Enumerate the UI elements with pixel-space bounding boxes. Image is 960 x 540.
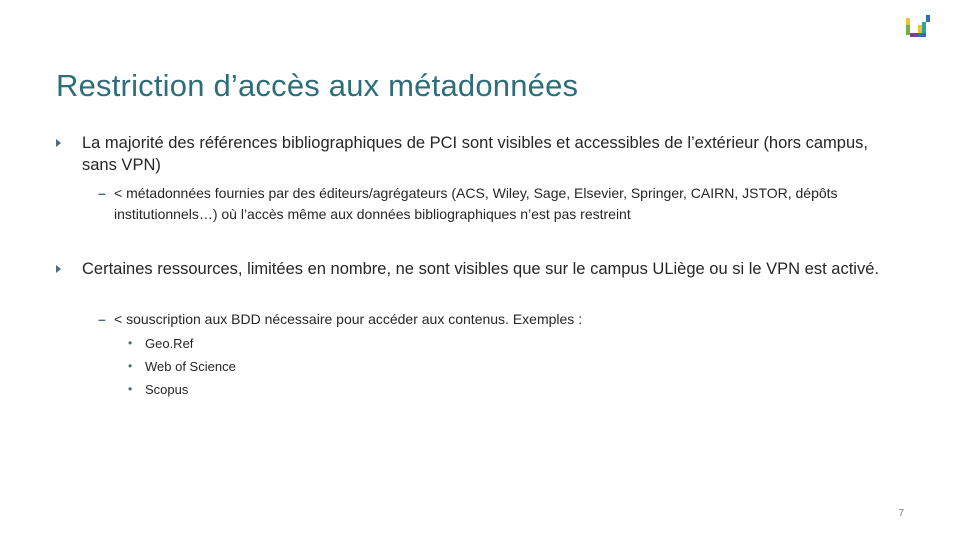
list-item [128, 335, 428, 355]
bullet-text: Certaines ressources, limitées en nombre, ne sont visibles que sur le campus ULiège ou si le VPN est activé. [82, 260, 879, 278]
triangle-bullet-icon [56, 265, 61, 273]
page-number: 7 [898, 508, 904, 519]
slide-title: Restriction d’accès aux métadonnées [56, 68, 579, 103]
dash-bullet: – [98, 311, 106, 327]
dot-bullet: • [128, 336, 133, 350]
list-item-text: Scopus [145, 382, 189, 397]
list-item-text: Geo.Ref [145, 336, 194, 351]
sub-bullet-text: < souscription aux BDD nécessaire pour accéder aux contenus. Exemples : [114, 311, 583, 327]
list-item-text: Web of Science [145, 359, 236, 374]
bullet-text: La majorité des références bibliographiques de PCI sont visibles et accessibles de l’extérieur (hors campus, sans VPN) [82, 134, 868, 174]
dot-bullet: • [128, 359, 133, 373]
triangle-bullet-icon [56, 139, 61, 147]
dash-bullet: – [98, 185, 106, 201]
uliege-logo-icon [905, 14, 931, 40]
dot-bullet: • [128, 382, 133, 396]
sub-bullet-text: < métadonnées fournies par des éditeurs/agrégateurs (ACS, Wiley, Sage, Elsevier, Springer, CAIRN, JSTOR, dépôts institutionnels…) où l’accès même aux données bibliographiques n’est pas restreint [114, 185, 838, 222]
list-item [128, 358, 428, 378]
list-item [128, 381, 428, 401]
